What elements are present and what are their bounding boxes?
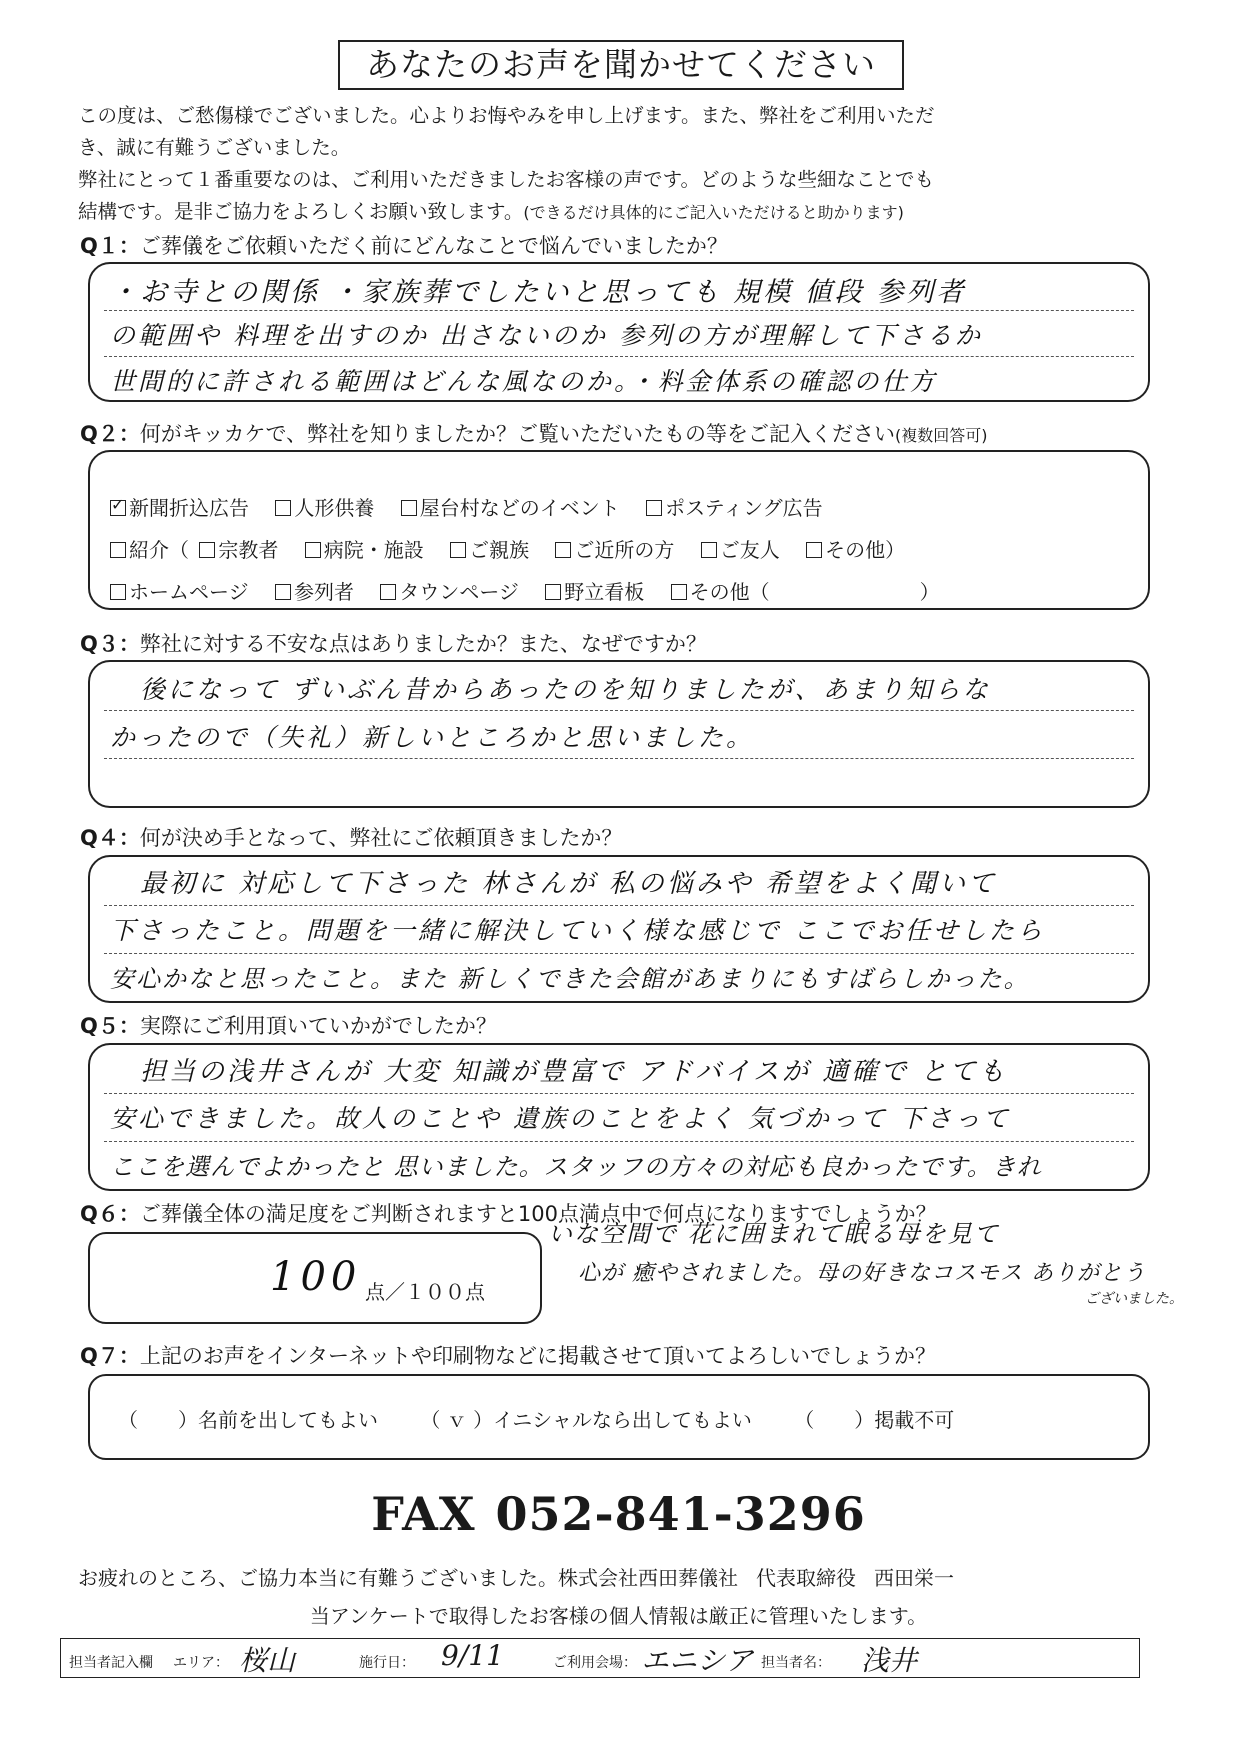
q3-answer-box[interactable]	[88, 660, 1150, 808]
checkbox-icon[interactable]	[701, 542, 717, 558]
representative-name: 西田栄一	[874, 1566, 954, 1590]
q3-heading	[80, 628, 707, 658]
q4-rule-1	[104, 905, 1134, 906]
q7-option-initial-ok[interactable]	[420, 1404, 752, 1433]
thanks-message: お疲れのところ、ご協力本当に有難うございました。	[78, 1566, 558, 1590]
checkbox-icon[interactable]	[110, 584, 126, 600]
q7-heading	[80, 1340, 936, 1370]
q2-option-signboard[interactable]	[545, 576, 644, 605]
checkbox-icon[interactable]	[305, 542, 321, 558]
q1-text: ご葬儀をご依頼いただく前にどんなことで悩んでいましたか？	[139, 234, 728, 258]
q3-answer-line-2: かったので（失礼）新しいところかと思いました。	[110, 723, 755, 752]
q4-label: Q４：	[80, 826, 140, 850]
q6-text: ご葬儀全体の満足度をご判断されますと100点満点中で何点になりますでしょうか？	[139, 1202, 937, 1226]
q2-option-religious[interactable]	[199, 534, 278, 563]
q2-row-2	[110, 534, 905, 563]
date-value[interactable]: 9/11	[441, 1639, 504, 1672]
survey-title: あなたのお声を聞かせてください	[338, 40, 904, 90]
q2-option-neighbors[interactable]	[555, 534, 674, 563]
checkbox-icon[interactable]	[380, 584, 396, 600]
option-label: ポスティング広告	[665, 496, 823, 520]
option-label: 人形供養	[294, 496, 375, 520]
option-label: 野立看板	[564, 580, 645, 604]
checkbox-icon[interactable]	[401, 500, 417, 516]
q5-text: 実際にご利用頂いていかがでしたか？	[139, 1014, 497, 1038]
q1-answer-line-2: の範囲や 料理を出すのか 出さないのか 参列の方が理解して下さるか	[110, 321, 983, 350]
q3-text: 弊社に対する不安な点はありましたか？また、なぜですか？	[139, 632, 707, 656]
q5-rule-1	[104, 1093, 1134, 1094]
q2-option-attendee[interactable]	[275, 576, 354, 605]
q7-options-box	[88, 1374, 1150, 1460]
q1-heading	[80, 230, 728, 260]
intro-line-4-main: 結構です。是非ご協力をよろしくお願い致します。	[78, 200, 524, 223]
q2-option-homepage[interactable]	[110, 576, 249, 605]
option-label: 紹介（	[129, 538, 189, 562]
q3-rule-2	[104, 758, 1134, 759]
q7-option-mark-selected[interactable]: （ ｖ ）	[420, 1408, 494, 1432]
q7-option-name-ok[interactable]	[118, 1404, 378, 1433]
q5-rule-2	[104, 1141, 1134, 1142]
q2-label: Q２：	[80, 422, 140, 446]
area-value[interactable]: 桜山	[239, 1644, 296, 1677]
q4-answer-line-3: 安心かなと思ったこと。また 新しくできた会館があまりにもすばらしかった。	[110, 965, 1030, 993]
q5-answer-line-3: ここを選んでよかったと 思いました。スタッフの方々の対応も良かったです。きれ	[110, 1153, 1042, 1181]
venue-label: ご利用会場：	[553, 1655, 637, 1671]
thanks-line	[78, 1562, 1163, 1591]
q7-option-label: イニシャルなら出してもよい	[493, 1408, 752, 1432]
q4-answer-box[interactable]	[88, 855, 1150, 1003]
staff-header: 担当者記入欄	[69, 1655, 153, 1671]
checkbox-icon[interactable]	[199, 542, 215, 558]
company-name: 株式会社西田葬儀社	[558, 1566, 738, 1590]
option-label: ホームページ	[129, 580, 249, 604]
q3-rule-1	[104, 710, 1134, 711]
option-label: その他（	[689, 580, 770, 604]
intro-line-1: この度は、ご愁傷様でございました。心よりお悔やみを申し上げます。また、弊社をご利用いただ	[78, 104, 935, 127]
checkbox-icon[interactable]	[555, 542, 571, 558]
q5-label: Q５：	[80, 1014, 140, 1038]
q2-note: (複数回答可)	[895, 426, 988, 445]
intro-line-2: き、誠に有難うございました。	[78, 136, 351, 159]
q4-answer-line-1: 最初に 対応して下さった 林さんが 私の悩みや 希望をよく聞いて	[140, 869, 998, 899]
option-label: その他	[825, 538, 886, 562]
intro-line-4	[78, 196, 1163, 229]
q2-option-referral-other[interactable]	[806, 534, 885, 563]
option-label: 新聞折込広告	[129, 496, 249, 520]
q6-continuation-line-3: ございました。	[1085, 1291, 1183, 1307]
q5-answer-line-1: 担当の浅井さんが 大変 知識が豊富で アドバイスが 適確で とても	[140, 1057, 1008, 1087]
fax-label: FAX	[371, 1487, 476, 1541]
q5-answer-box[interactable]	[88, 1043, 1150, 1191]
fax-number: 052-841-3296	[495, 1487, 866, 1541]
q6-label: Q６：	[80, 1202, 140, 1226]
q5-answer-line-2: 安心できました。故人のことや 遺族のことをよく 気づかって 下さって	[110, 1104, 1011, 1133]
q2-option-friends[interactable]	[701, 534, 780, 563]
option-label: 屋台村などのイベント	[419, 496, 620, 520]
q6-score-box[interactable]	[88, 1232, 542, 1324]
q7-label: Q７：	[80, 1344, 140, 1368]
q6-continuation-line-1: いな空間で 花に囲まれて眠る母を見て	[548, 1220, 1000, 1248]
q2-option-referral[interactable]	[110, 534, 189, 563]
q2-option-relatives[interactable]	[450, 534, 529, 563]
q6-score-value: 100	[270, 1254, 362, 1300]
q2-option-event[interactable]	[401, 492, 620, 521]
q2-option-other[interactable]	[671, 576, 940, 605]
q1-answer-line-1: ・お寺との関係 ・家族葬でしたいと思っても 規模 値段 参列者	[110, 277, 967, 308]
q4-rule-2	[104, 953, 1134, 954]
q2-other-close: ）	[919, 580, 940, 604]
q5-heading	[80, 1010, 497, 1040]
option-label: 参列者	[293, 580, 354, 604]
staff-entry-bar	[60, 1638, 1140, 1678]
q3-answer-line-1: 後になって ずいぶん昔からあったのを知りましたが、あまり知らな	[140, 675, 991, 704]
intro-line-3: 弊社にとって１番重要なのは、ご利用いただきましたお客様の声です。どのような些細なことでも	[78, 168, 935, 191]
person-value[interactable]: 浅井	[861, 1644, 918, 1677]
checkbox-icon[interactable]	[450, 542, 466, 558]
intro-text	[78, 100, 1163, 229]
checkbox-icon[interactable]	[275, 584, 291, 600]
q4-answer-line-2: 下さったこと。問題を一緒に解決していく様な感じで ここでお任せしたら	[110, 916, 1045, 945]
q7-options-row	[118, 1404, 974, 1433]
privacy-notice: 当アンケートで取得したお客様の個人情報は厳正に管理いたします。	[309, 1604, 928, 1628]
q2-option-hospital[interactable]	[305, 534, 424, 563]
checkbox-icon[interactable]	[671, 584, 687, 600]
checkbox-icon[interactable]	[275, 500, 291, 516]
person-label: 担当者名：	[761, 1655, 831, 1671]
q1-rule-1	[104, 310, 1134, 311]
date-label: 施行日：	[359, 1655, 415, 1671]
q2-row-1	[110, 492, 843, 521]
checkbox-icon[interactable]	[110, 542, 126, 558]
checkbox-icon[interactable]	[646, 500, 662, 516]
q1-answer-line-3: 世間的に許される範囲はどんな風なのか。・料金体系の確認の仕方	[110, 367, 938, 396]
q4-heading	[80, 822, 622, 852]
representative-role: 代表取締役	[756, 1566, 856, 1590]
q2-heading	[80, 418, 988, 448]
option-label: 宗教者	[218, 538, 279, 562]
q2-row-3	[110, 576, 960, 605]
q2-option-posting[interactable]	[646, 492, 823, 521]
q4-text: 何が決め手となって、弊社にご依頼頂きましたか？	[139, 826, 623, 850]
q2-option-doll-memorial[interactable]	[275, 492, 374, 521]
q6-score-unit: 点／１００点	[365, 1280, 485, 1304]
q6-continuation-line-2: 心が 癒やされました。母の好きなコスモス ありがとう	[578, 1261, 1146, 1286]
option-label: ご友人	[719, 538, 780, 562]
q2-options-box	[88, 450, 1150, 610]
q1-rule-2	[104, 356, 1134, 357]
intro-line-4-note: (できるだけ具体的にご記入いただけると助かります)	[523, 203, 904, 222]
q1-label: Q１：	[80, 234, 140, 258]
option-label: タウンページ	[399, 580, 519, 604]
venue-value[interactable]: エニシア	[641, 1644, 754, 1677]
q7-option-label: 名前を出してもよい	[198, 1408, 378, 1432]
q7-option-label: 掲載不可	[874, 1408, 955, 1432]
checkbox-icon[interactable]	[545, 584, 561, 600]
fax-line	[0, 1487, 1237, 1541]
option-label: ご親族	[469, 538, 530, 562]
q2-option-townpage[interactable]	[380, 576, 519, 605]
area-label: エリア：	[173, 1655, 229, 1671]
q1-answer-box[interactable]	[88, 262, 1150, 402]
q7-option-mark[interactable]: （ ）	[118, 1408, 198, 1432]
checkbox-icon[interactable]	[806, 542, 822, 558]
q7-option-not-allowed[interactable]	[794, 1404, 954, 1433]
q2-row-2-close: ）	[885, 538, 906, 562]
q7-option-mark[interactable]: （ ）	[794, 1408, 875, 1432]
q3-label: Q３：	[80, 632, 140, 656]
q2-option-newspaper[interactable]	[110, 492, 249, 521]
checkbox-checked-icon[interactable]	[110, 500, 126, 516]
q7-text: 上記のお声をインターネットや印刷物などに掲載させて頂いてよろしいでしょうか？	[139, 1344, 936, 1368]
q2-text: 何がキッカケで、弊社を知りましたか？ご覧いただいたもの等をご記入ください	[139, 422, 896, 446]
option-label: ご近所の方	[574, 538, 675, 562]
option-label: 病院・施設	[323, 538, 424, 562]
